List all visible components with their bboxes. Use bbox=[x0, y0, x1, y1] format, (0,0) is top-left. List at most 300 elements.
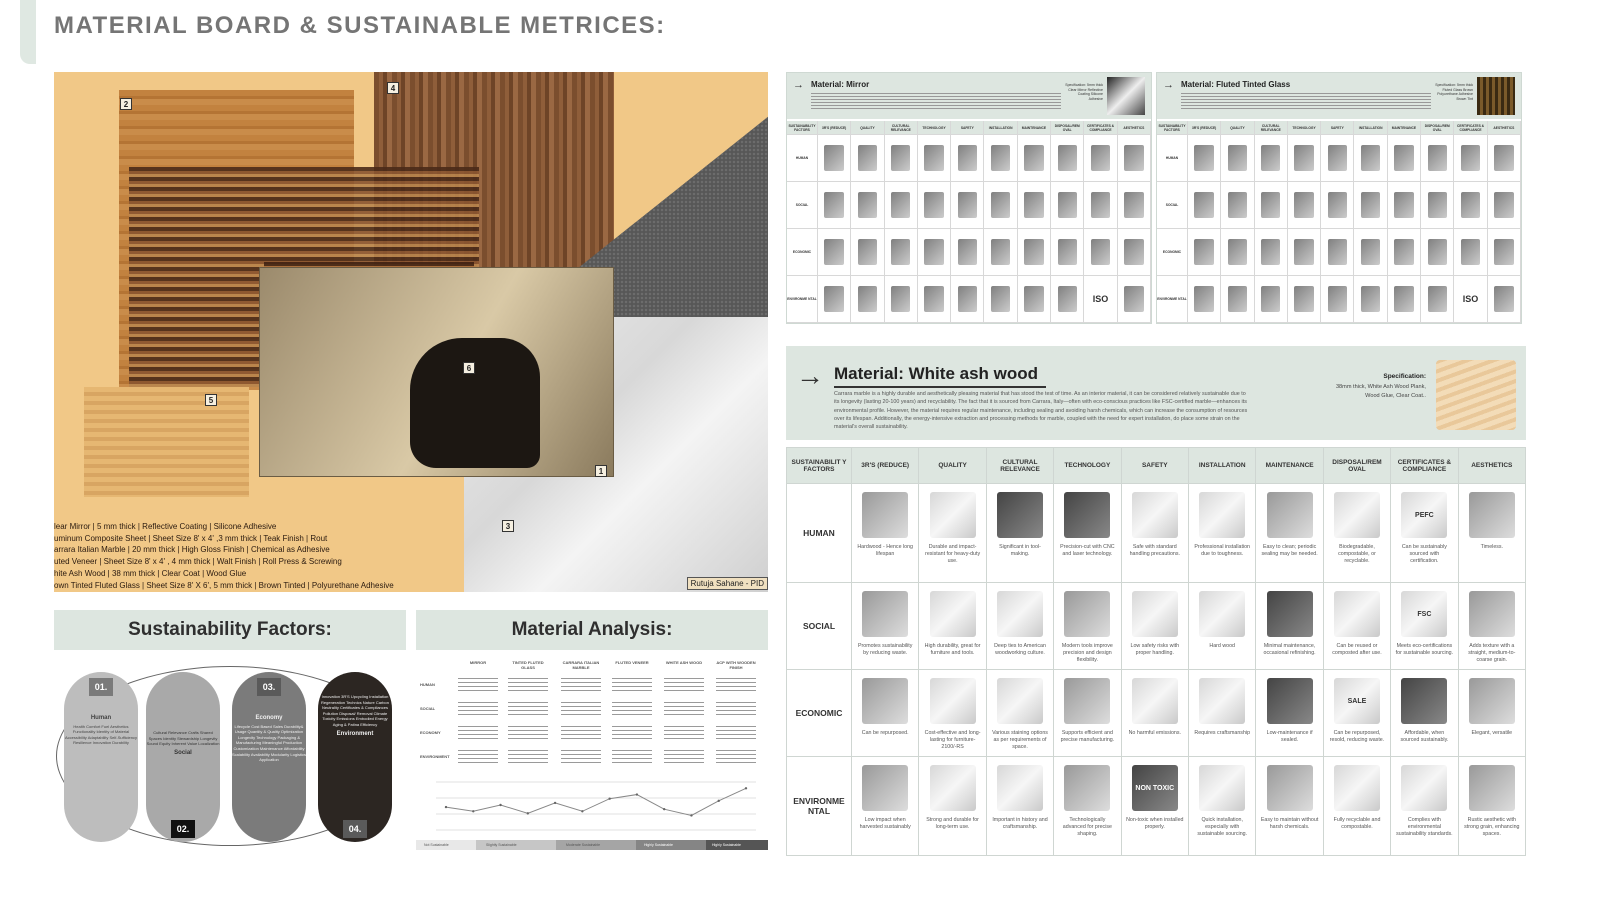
mini-row-label: ENVIRONME NTAL bbox=[1157, 276, 1188, 323]
mini-cell-image bbox=[1294, 239, 1313, 264]
mini-cell bbox=[1051, 229, 1084, 276]
cell-illustration bbox=[1064, 765, 1110, 811]
mini-cell bbox=[1221, 229, 1254, 276]
analysis-series-line bbox=[446, 788, 746, 815]
mini-row-label: ENVIRONME NTAL bbox=[787, 276, 818, 323]
mini-cell-image bbox=[824, 239, 843, 264]
analysis-col: FLUTED VENEER bbox=[615, 660, 649, 665]
mini-cell bbox=[885, 276, 918, 323]
table-cell bbox=[1054, 670, 1121, 757]
mini-cell-image bbox=[1494, 145, 1513, 170]
cell-illustration bbox=[862, 678, 908, 724]
mini-cell-image bbox=[1494, 192, 1513, 217]
cell-illustration bbox=[997, 591, 1043, 637]
mini-cell bbox=[818, 182, 851, 229]
analysis-cell bbox=[508, 678, 548, 694]
mini-cell bbox=[1188, 135, 1221, 182]
cell-illustration bbox=[930, 765, 976, 811]
cell-text: Various staining options as per requirements of space. bbox=[992, 730, 1048, 750]
legend-line: arrara Italian Marble | 20 mm thick | High Gloss Finish | Chemical as Adhesive bbox=[54, 545, 330, 555]
table-cell bbox=[1256, 484, 1323, 583]
cell-text: Low safety risks with proper handling. bbox=[1130, 643, 1180, 656]
cell-text: High durability, great for furniture and tools. bbox=[924, 643, 981, 656]
mini-cell-image bbox=[1228, 286, 1247, 311]
mini-cell bbox=[818, 276, 851, 323]
cell-text: Easy to clean; periodic sealing may be needed. bbox=[1261, 544, 1318, 557]
mini-cell-image bbox=[991, 145, 1010, 170]
mini-header-cell: CERTIFICATES & COMPLIANCE bbox=[1454, 121, 1487, 135]
mini-header-cell: SAFETY bbox=[1321, 121, 1354, 135]
mini-cell-image bbox=[1428, 286, 1447, 311]
cell-text: Technologically advanced for precise shaping. bbox=[1062, 817, 1112, 837]
table-cell bbox=[919, 484, 986, 583]
mini-cell bbox=[951, 229, 984, 276]
analysis-cell bbox=[561, 702, 601, 718]
mini-cell bbox=[1221, 182, 1254, 229]
mini-header-cell: SUSTAINABILITY FACTORS bbox=[1157, 121, 1188, 135]
mirror-spec: Specification: 5mm thick Clear Mirror Reflective Coating Silicone Adhesive bbox=[1065, 83, 1103, 101]
cell-text: Strong and durable for long-term use. bbox=[926, 817, 979, 830]
table-cell bbox=[1122, 484, 1189, 583]
mirror-sample bbox=[259, 267, 614, 477]
fluted-title: Material: Fluted Tinted Glass bbox=[1181, 80, 1291, 89]
mini-cell bbox=[984, 276, 1017, 323]
mini-cell bbox=[1321, 135, 1354, 182]
cell-illustration bbox=[1267, 678, 1313, 724]
mini-cell-image bbox=[1461, 145, 1480, 170]
cell-illustration bbox=[930, 492, 976, 538]
mini-header-cell: DISPOSAL/REM OVAL bbox=[1051, 121, 1084, 135]
table-cell bbox=[1256, 757, 1323, 856]
cell-text: Promotes sustainability by reducing waste. bbox=[857, 643, 913, 656]
legend-label: Moderate Sustainable bbox=[566, 843, 601, 847]
mini-cell bbox=[1488, 229, 1521, 276]
mini-cell-image bbox=[858, 239, 877, 264]
cell-illustration bbox=[862, 492, 908, 538]
legend-line: own Tinted Fluted Glass | Sheet Size 8' X 6', 5 mm thick | Brown Tinted | Polyurethane Adhesive bbox=[54, 580, 394, 590]
mini-cell bbox=[918, 276, 951, 323]
analysis-cell bbox=[508, 702, 548, 718]
analysis-point bbox=[581, 810, 583, 812]
fluted-grid bbox=[1157, 121, 1521, 323]
cell-text: Precision-cut with CNC and laser technology. bbox=[1060, 544, 1115, 557]
mini-cell-image bbox=[1058, 286, 1077, 311]
mini-cell bbox=[1084, 135, 1117, 182]
mini-cell bbox=[1255, 276, 1288, 323]
mini-cell bbox=[984, 182, 1017, 229]
ash-wood-block bbox=[84, 387, 249, 497]
cell-illustration bbox=[1199, 591, 1245, 637]
mirror-table bbox=[786, 72, 1152, 324]
analysis-row: SOCIAL bbox=[420, 706, 436, 711]
cell-text: Requires craftsmanship bbox=[1194, 730, 1251, 736]
cell-text: Cost-effective and long-lasting for furniture-2100/-RS bbox=[924, 730, 981, 750]
mini-row-label: HUMAN bbox=[1157, 135, 1188, 182]
mini-cell-image bbox=[1361, 239, 1380, 264]
legend-label: Highly Sustainable bbox=[644, 843, 673, 847]
mini-cell-image bbox=[1294, 286, 1313, 311]
mini-cell-image bbox=[1091, 239, 1110, 264]
analysis-cell bbox=[612, 750, 652, 766]
mini-cell-image bbox=[891, 286, 910, 311]
table-cell bbox=[919, 583, 986, 670]
table-cell bbox=[1324, 757, 1391, 856]
mini-cell bbox=[1255, 135, 1288, 182]
mini-cell: ISO bbox=[1454, 276, 1487, 323]
mini-row-label: ECONOMIC bbox=[787, 229, 818, 276]
table-cell bbox=[919, 757, 986, 856]
cell-illustration bbox=[1199, 765, 1245, 811]
table-cell bbox=[987, 757, 1054, 856]
mini-cell-image bbox=[1394, 145, 1413, 170]
table-cell bbox=[1189, 757, 1256, 856]
table-header-cell: MAINTENANCE bbox=[1256, 448, 1323, 484]
table-header-cell: SAFETY bbox=[1122, 448, 1189, 484]
mini-cell-image bbox=[1394, 239, 1413, 264]
mini-cell bbox=[984, 135, 1017, 182]
mini-cell-image bbox=[924, 145, 943, 170]
cell-text: Quick installation, especially with sustainable sourcing. bbox=[1197, 817, 1248, 837]
table-cell bbox=[1391, 670, 1458, 757]
mini-header-cell: QUALITY bbox=[1221, 121, 1254, 135]
mini-header-cell: SUSTAINABILITY FACTORS bbox=[787, 121, 818, 135]
arrow-icon: → bbox=[793, 79, 804, 91]
analysis-cell bbox=[664, 678, 704, 694]
cell-text: Deep ties to American woodworking culture. bbox=[994, 643, 1046, 656]
table-cell bbox=[987, 670, 1054, 757]
mini-header-cell: 3R'S (REDUCE) bbox=[818, 121, 851, 135]
mini-cell-image bbox=[891, 192, 910, 217]
mini-cell bbox=[885, 182, 918, 229]
material-legend bbox=[54, 521, 394, 591]
mini-cell-image bbox=[991, 286, 1010, 311]
factor-items: Lifecycle Cost Based Sales Durability& Usage Quantity & Quality Optimization Longevity Technology Packaging & Manufacturing Meaningful Production Customization Maintenance Affordability Scalability Availability Modularity Logistics Application bbox=[232, 723, 306, 763]
analysis-cell bbox=[716, 702, 756, 718]
sample-number: 4 bbox=[387, 82, 399, 94]
mini-cell bbox=[1354, 276, 1387, 323]
sample-number: 3 bbox=[502, 520, 514, 532]
mini-cell-image bbox=[924, 286, 943, 311]
analysis-cell bbox=[458, 702, 498, 718]
white-ash-wood-table bbox=[786, 346, 1526, 856]
table-cell bbox=[1054, 583, 1121, 670]
analysis-cell bbox=[716, 726, 756, 742]
table-cell bbox=[1324, 583, 1391, 670]
analysis-row: ECONOMY bbox=[420, 730, 441, 735]
mini-cell bbox=[951, 182, 984, 229]
cell-illustration bbox=[997, 492, 1043, 538]
table-cell bbox=[1391, 757, 1458, 856]
mini-cell bbox=[1118, 182, 1151, 229]
cell-text: Biodegradable, compostable, or recyclable. bbox=[1338, 544, 1376, 564]
analysis-cell bbox=[664, 702, 704, 718]
analysis-row: ENVIRONMENT bbox=[420, 754, 450, 759]
legend-label: Highly Sustainable bbox=[712, 843, 741, 847]
mini-cell-image bbox=[991, 239, 1010, 264]
cell-text: Low-maintenance if sealed. bbox=[1266, 730, 1313, 743]
table-header-cell: DISPOSAL/REM OVAL bbox=[1324, 448, 1391, 484]
mini-header-cell: CULTURAL RELEVANCE bbox=[885, 121, 918, 135]
mini-row-label: SOCIAL bbox=[1157, 182, 1188, 229]
analysis-cell bbox=[664, 726, 704, 742]
cell-text: Professional installation due to toughness. bbox=[1194, 544, 1251, 557]
mini-cell bbox=[818, 229, 851, 276]
factor-human bbox=[64, 672, 138, 842]
mini-cell bbox=[1051, 276, 1084, 323]
mini-cell bbox=[885, 135, 918, 182]
table-cell bbox=[1189, 670, 1256, 757]
table-row-label: ECONOMIC bbox=[787, 670, 852, 757]
table-cell bbox=[1054, 757, 1121, 856]
material-analysis-heading: Material Analysis: bbox=[416, 610, 768, 650]
cell-illustration bbox=[1469, 765, 1515, 811]
mini-cell-image bbox=[1328, 239, 1347, 264]
cell-text: Fully recyclable and compostable. bbox=[1333, 817, 1381, 830]
mini-cell-image bbox=[1124, 192, 1143, 217]
mini-cell bbox=[1488, 135, 1521, 182]
cell-text: Elegant, versatile bbox=[1471, 730, 1513, 736]
cell-illustration bbox=[1334, 591, 1380, 637]
table-cell bbox=[987, 484, 1054, 583]
mini-cell bbox=[1354, 229, 1387, 276]
table-cell bbox=[987, 583, 1054, 670]
mini-cell bbox=[851, 229, 884, 276]
mini-cell-image bbox=[1461, 192, 1480, 217]
sustainability-factors-heading: Sustainability Factors: bbox=[54, 610, 406, 650]
mini-cell bbox=[1354, 135, 1387, 182]
cell-text: Important in history and craftsmanship. bbox=[992, 817, 1048, 830]
mini-cell-image bbox=[1091, 145, 1110, 170]
mini-cell-image bbox=[1024, 286, 1043, 311]
mini-cell-image bbox=[1228, 145, 1247, 170]
analysis-cell bbox=[508, 750, 548, 766]
mini-cell bbox=[1321, 229, 1354, 276]
mini-cell bbox=[1488, 276, 1521, 323]
analysis-cell bbox=[612, 726, 652, 742]
analysis-cell bbox=[508, 726, 548, 742]
cell-illustration bbox=[930, 678, 976, 724]
cell-illustration bbox=[997, 678, 1043, 724]
table-header-cell: AESTHETICS bbox=[1459, 448, 1526, 484]
mini-cell-image bbox=[991, 192, 1010, 217]
cell-illustration bbox=[1064, 678, 1110, 724]
cell-text: Easy to maintain without harsh chemicals. bbox=[1260, 817, 1319, 830]
table-row-label: SOCIAL bbox=[787, 583, 852, 670]
factor-label: Economy bbox=[255, 715, 283, 721]
analysis-col: MIRROR bbox=[469, 660, 487, 665]
table-cell bbox=[1189, 583, 1256, 670]
mini-cell bbox=[1051, 135, 1084, 182]
analysis-point bbox=[690, 814, 692, 816]
table-cell bbox=[1324, 484, 1391, 583]
mini-cell-image bbox=[1428, 239, 1447, 264]
mini-cell bbox=[1454, 229, 1487, 276]
mini-cell-image bbox=[824, 145, 843, 170]
factor-label: Environment bbox=[336, 730, 374, 737]
cell-illustration bbox=[1132, 492, 1178, 538]
mini-cell bbox=[851, 276, 884, 323]
table-cell bbox=[1054, 484, 1121, 583]
factor-label: Social bbox=[174, 749, 192, 756]
mini-header-cell: MAINTENANCE bbox=[1018, 121, 1051, 135]
factor-environment bbox=[318, 672, 392, 842]
ash-wood-thumbnail bbox=[1436, 360, 1516, 430]
mini-cell-image bbox=[1228, 192, 1247, 217]
mini-cell bbox=[1118, 276, 1151, 323]
table-cell bbox=[1391, 484, 1458, 583]
mini-cell-image bbox=[1428, 145, 1447, 170]
mini-cell-image bbox=[1494, 239, 1513, 264]
factor-number: 02. bbox=[171, 820, 195, 838]
cell-text: Can be reused or composted after use. bbox=[1332, 643, 1382, 656]
mini-cell bbox=[885, 229, 918, 276]
mini-cell-image bbox=[891, 145, 910, 170]
table-header-cell: 3R'S (REDUCE) bbox=[852, 448, 919, 484]
legend-line: uted Veneer | Sheet Size 8' x 4' , 4 mm thick | Walt Finish | Roll Press & Screwing bbox=[54, 557, 342, 567]
mini-cell-image bbox=[958, 239, 977, 264]
cell-illustration bbox=[862, 765, 908, 811]
mini-cell-image bbox=[1228, 239, 1247, 264]
mini-cell bbox=[1018, 229, 1051, 276]
factor-items: Cultural Relevance Crafts Shared Spaces Identity Stewardship Longevity Sound Equity Inherent Value Localization bbox=[146, 730, 220, 747]
mirror-grid bbox=[787, 121, 1151, 323]
mini-cell-image bbox=[1124, 145, 1143, 170]
mini-cell-image bbox=[958, 145, 977, 170]
cell-text: Minimal maintenance, occasional refinishing. bbox=[1263, 643, 1316, 656]
spec-label: Specification: bbox=[1383, 373, 1426, 380]
analysis-point bbox=[745, 787, 747, 789]
cell-text: Hardwood - Hence long lifespan bbox=[857, 544, 914, 557]
mini-cell-image bbox=[1261, 239, 1280, 264]
cell-illustration: PEFC bbox=[1401, 492, 1447, 538]
table-cell bbox=[1391, 583, 1458, 670]
mini-cell bbox=[1421, 182, 1454, 229]
analysis-legend-bar bbox=[416, 840, 768, 850]
table-cell bbox=[1459, 484, 1526, 583]
cell-text: No harmful emissions. bbox=[1128, 730, 1181, 736]
analysis-cell bbox=[612, 702, 652, 718]
mini-cell bbox=[918, 182, 951, 229]
factor-social bbox=[146, 672, 220, 842]
sample-number: 2 bbox=[120, 98, 132, 110]
table-cell bbox=[1256, 670, 1323, 757]
mini-cell-image bbox=[858, 286, 877, 311]
material-moodboard-photo bbox=[54, 72, 768, 592]
mini-cell bbox=[951, 135, 984, 182]
cell-text: Non-toxic when installed properly. bbox=[1126, 817, 1184, 830]
factor-economy bbox=[232, 672, 306, 842]
mini-cell-image bbox=[1091, 192, 1110, 217]
mini-cell-image bbox=[891, 239, 910, 264]
mini-cell-image bbox=[1124, 239, 1143, 264]
cell-text: Hard wood bbox=[1209, 643, 1235, 649]
mini-cell bbox=[1388, 229, 1421, 276]
mini-cell bbox=[1288, 135, 1321, 182]
mini-cell bbox=[1084, 229, 1117, 276]
cell-illustration bbox=[1267, 765, 1313, 811]
arrow-icon: → bbox=[1163, 79, 1174, 91]
mini-cell-image bbox=[858, 192, 877, 217]
mini-cell bbox=[1018, 135, 1051, 182]
analysis-point bbox=[554, 802, 556, 804]
analysis-point bbox=[499, 804, 501, 806]
mini-cell bbox=[1488, 182, 1521, 229]
mini-cell bbox=[1321, 276, 1354, 323]
fluted-thumbnail bbox=[1477, 77, 1515, 115]
table-header-cell: QUALITY bbox=[919, 448, 986, 484]
mini-cell bbox=[1221, 135, 1254, 182]
mini-cell bbox=[1255, 229, 1288, 276]
cell-illustration bbox=[1334, 492, 1380, 538]
table-cell bbox=[1122, 757, 1189, 856]
mirror-title: Material: Mirror bbox=[811, 80, 870, 89]
legend-line: lear Mirror | 5 mm thick | Reflective Coating | Silicone Adhesive bbox=[54, 522, 277, 531]
analysis-point bbox=[608, 798, 610, 800]
mini-cell bbox=[851, 182, 884, 229]
mini-cell bbox=[1084, 182, 1117, 229]
mini-cell-image bbox=[1024, 239, 1043, 264]
cell-illustration: FSC bbox=[1401, 591, 1447, 637]
mini-header-cell: DISPOSAL/REM OVAL bbox=[1421, 121, 1454, 135]
analysis-point bbox=[527, 812, 529, 814]
cell-illustration bbox=[1267, 492, 1313, 538]
mini-cell bbox=[918, 135, 951, 182]
mini-cell bbox=[1018, 182, 1051, 229]
cell-text: Can be repurposed, resold, reducing waste. bbox=[1329, 730, 1385, 743]
cell-illustration bbox=[862, 591, 908, 637]
sample-number: 5 bbox=[205, 394, 217, 406]
mini-cell bbox=[984, 229, 1017, 276]
mini-cell-image bbox=[958, 192, 977, 217]
table-cell bbox=[1324, 670, 1391, 757]
analysis-line-chart bbox=[436, 774, 756, 836]
cell-text: Affordable, when sourced sustainably. bbox=[1400, 730, 1449, 743]
mini-cell-image bbox=[1024, 145, 1043, 170]
mini-cell-image bbox=[1194, 145, 1213, 170]
legend-label: Slightly Sustainable bbox=[486, 843, 517, 847]
mini-cell bbox=[1118, 135, 1151, 182]
mini-header-cell: MAINTENANCE bbox=[1388, 121, 1421, 135]
table-header-cell: TECHNOLOGY bbox=[1054, 448, 1121, 484]
cell-text: Supports efficient and precise manufacturing. bbox=[1060, 730, 1115, 743]
mini-cell-image bbox=[858, 145, 877, 170]
hand-shadow bbox=[410, 338, 540, 468]
mini-cell bbox=[1188, 182, 1221, 229]
cell-text: Low impact when harvested sustainably bbox=[859, 817, 911, 830]
mini-cell-image bbox=[1058, 239, 1077, 264]
legend-line: uminum Composite Sheet | Sheet Size 8' x 4' ,3 mm thick | Teak Finish | Rout bbox=[54, 533, 328, 543]
mini-cell-image bbox=[1261, 286, 1280, 311]
cell-illustration bbox=[1199, 492, 1245, 538]
analysis-point bbox=[663, 808, 665, 810]
mini-cell-image bbox=[1058, 145, 1077, 170]
mini-cell bbox=[818, 135, 851, 182]
analysis-col: ACP WITH WOODEN FINISH bbox=[716, 660, 756, 670]
mini-cell-image bbox=[924, 192, 943, 217]
mini-cell bbox=[1321, 182, 1354, 229]
table-cell bbox=[1459, 670, 1526, 757]
cell-text: Durable and impact-resistant for heavy-duty use. bbox=[925, 544, 981, 564]
cell-text: Rustic aesthetic with strong grain, enhancing spaces. bbox=[1464, 817, 1520, 837]
cell-text: Timeless. bbox=[1480, 544, 1504, 550]
cell-illustration bbox=[1267, 591, 1313, 637]
cell-text: Can be sustainably sourced with certification. bbox=[1401, 544, 1447, 564]
mini-cell bbox=[1288, 182, 1321, 229]
cell-text: Modern tools improve precision and design flexibility. bbox=[1061, 643, 1113, 663]
table-cell bbox=[852, 670, 919, 757]
factor-items: Health Comfort Fuel Aesthetics Functionality Identity of Material Accessibility Adaptability Self-Sufficiency Resilience Innovation Durability bbox=[65, 723, 137, 746]
cell-illustration: SALE bbox=[1334, 678, 1380, 724]
